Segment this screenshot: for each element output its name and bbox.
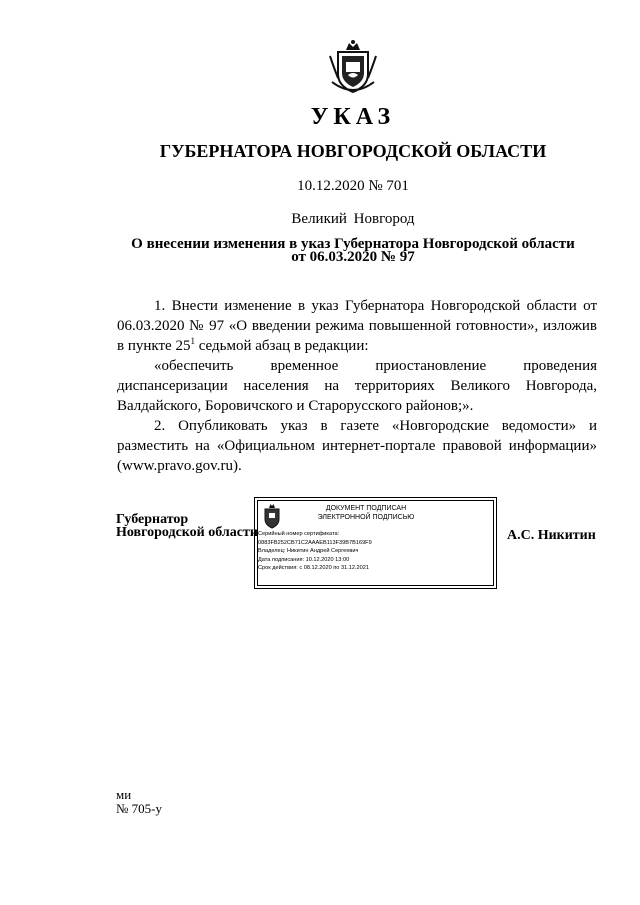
signer-name: А.С. Никитин bbox=[507, 528, 596, 543]
document-body bbox=[117, 296, 597, 476]
stamp-heading bbox=[291, 504, 441, 522]
date-number: 10.12.2020 № 701 bbox=[297, 178, 409, 194]
superscript: 1 bbox=[190, 336, 195, 346]
sign-date: Дата подписания: 10.12.2020 13:00 bbox=[258, 556, 350, 563]
electronic-signature-stamp bbox=[254, 497, 497, 589]
coat-of-arms-icon bbox=[328, 38, 378, 96]
signer-position-line-2: Новгородской области bbox=[116, 525, 258, 540]
stamp-heading-line-2: ЭЛЕКТРОННОЙ ПОДПИСЬЮ bbox=[317, 514, 415, 521]
subject-line-1: О внесении изменения в указ Губернатора Новгородской области bbox=[131, 236, 575, 252]
cert-number: 0883FB252CB71C2AAAEB113F39B7B169F9 bbox=[258, 539, 372, 546]
reference-line-2: № 705-у bbox=[116, 801, 162, 816]
reference-code bbox=[116, 788, 162, 816]
stamp-details bbox=[258, 530, 488, 573]
signer-position bbox=[116, 513, 258, 539]
cert-validity: Срок действия: с 08.12.2020 по 31.12.2021 bbox=[258, 565, 369, 572]
stamp-heading-line-1: ДОКУМЕНТ ПОДПИСАН bbox=[325, 505, 407, 512]
signer-position-line-1: Губернатор bbox=[116, 512, 189, 527]
paragraph-1-text: 1. Внести изменение в указ Губернатора Новгородской области от 06.03.2020 № 97 «О введении режима повышенной готовности», изложив в пункте 25 bbox=[117, 298, 597, 354]
cert-owner: Владелец: Никитин Андрей Сергеевич bbox=[258, 548, 359, 555]
reference-line-1: ми bbox=[116, 787, 132, 802]
body-paragraph-1 bbox=[117, 296, 597, 356]
cert-label: Серийный номер сертификата: bbox=[258, 531, 340, 537]
document-type-title: УКАЗ bbox=[310, 104, 396, 130]
city-name: Великий Новгород bbox=[291, 211, 415, 227]
subject-line-2: от 06.03.2020 № 97 bbox=[291, 249, 415, 265]
coat-of-arms-icon bbox=[261, 503, 283, 529]
paragraph-1-tail: седьмой абзац в редакции: bbox=[194, 338, 369, 354]
document-subject bbox=[110, 238, 596, 264]
body-paragraph-2: «обеспечить временное приостановление проведения диспансеризации населения на территориях Великого Новгорода, Валдайского, Боровичского и Старорусского районов;». bbox=[117, 358, 597, 414]
issuer-title: ГУБЕРНАТОРА НОВГОРОДСКОЙ ОБЛАСТИ bbox=[159, 141, 547, 161]
body-paragraph-3: 2. Опубликовать указ в газете «Новгородские ведомости» и разместить на «Официальном интернет-портале правовой информации» (www.pravo.gov.ru). bbox=[117, 418, 597, 474]
